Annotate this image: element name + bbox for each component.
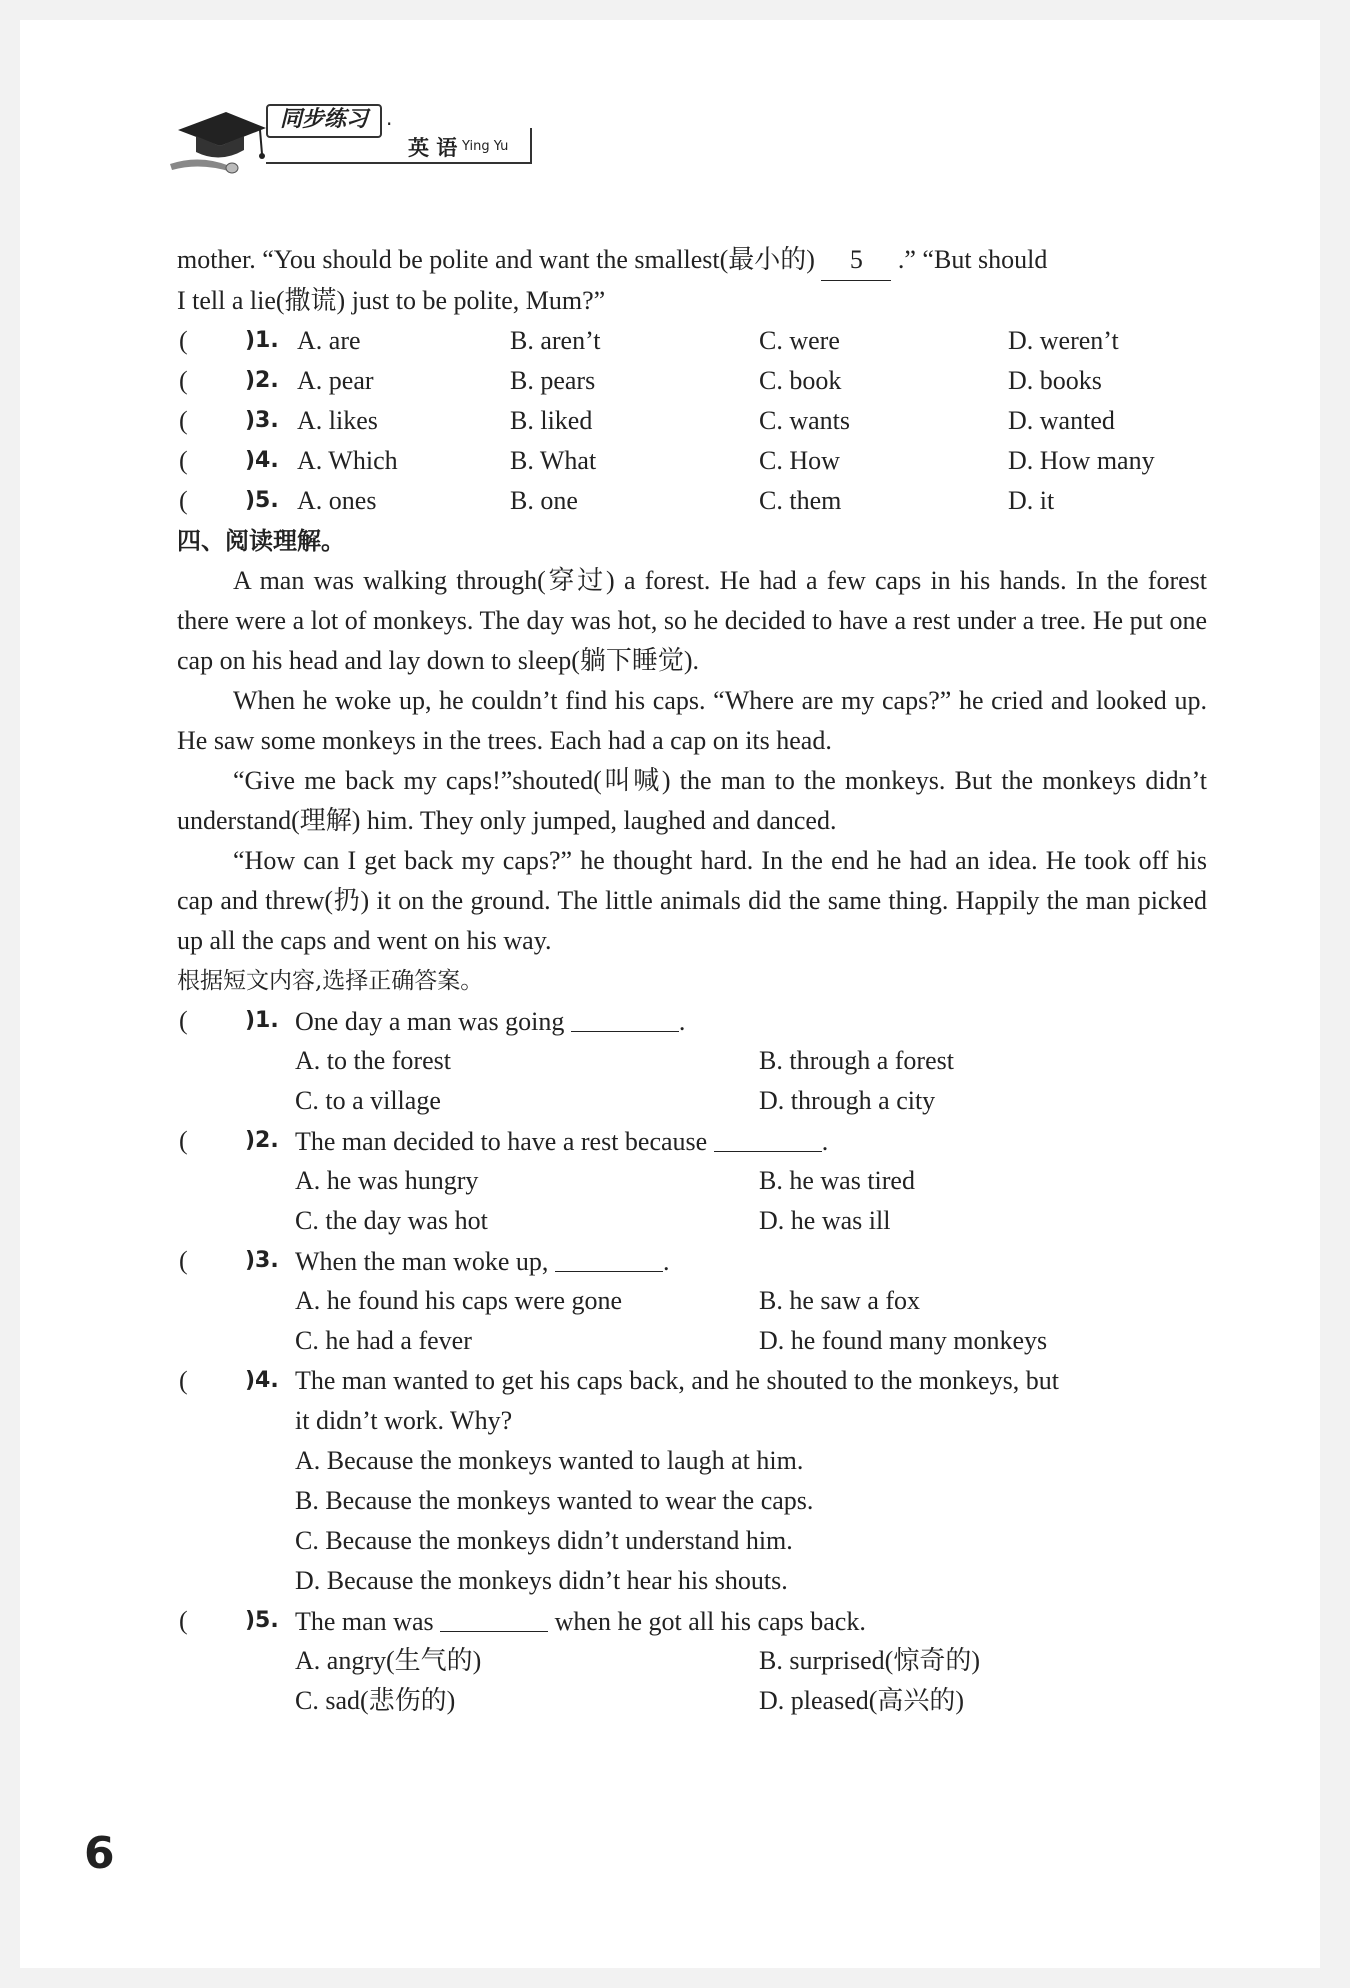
option-d: D. weren’t bbox=[1008, 326, 1119, 355]
reading-q3-options-cd bbox=[177, 1321, 1207, 1361]
graduation-cap-icon bbox=[170, 106, 270, 176]
option-a: A. ones bbox=[297, 486, 377, 515]
reading-q4-option-b bbox=[177, 1481, 1207, 1521]
option-d: D. wanted bbox=[1008, 406, 1115, 435]
stem-text: When the man woke up, bbox=[295, 1247, 549, 1276]
option-c: C. Because the monkeys didn’t understand him. bbox=[295, 1526, 793, 1555]
option-b: B. pears bbox=[510, 366, 596, 395]
reading-q2-options-ab bbox=[177, 1161, 1207, 1201]
worksheet-content bbox=[177, 240, 1207, 1721]
reading-q4-stem-continued bbox=[177, 1401, 1207, 1441]
header-dot: · bbox=[386, 112, 393, 136]
answer-paren[interactable]: ( bbox=[179, 1366, 188, 1395]
option-c: C. book bbox=[759, 366, 842, 395]
header-rule bbox=[266, 162, 406, 164]
option-b: B. he saw a fox bbox=[759, 1286, 921, 1315]
option-c: C. he had a fever bbox=[295, 1326, 472, 1355]
stem-text: The man was bbox=[295, 1607, 434, 1636]
cloze-question-4 bbox=[177, 441, 1207, 481]
option-a: A. to the forest bbox=[295, 1046, 451, 1075]
question-stem bbox=[295, 1241, 669, 1282]
answer-blank[interactable] bbox=[440, 1601, 548, 1632]
reading-q2-options-cd bbox=[177, 1201, 1207, 1241]
reading-q1-options-cd bbox=[177, 1081, 1207, 1121]
question-number: )2. bbox=[245, 1128, 279, 1153]
answer-paren[interactable]: ( bbox=[179, 326, 188, 355]
option-c: C. How bbox=[759, 446, 840, 475]
reading-question-3 bbox=[177, 1241, 1207, 1281]
option-d: D. books bbox=[1008, 366, 1102, 395]
reading-paragraph-4: “How can I get back my caps?” he thought hard. In the end he had an idea. He took off his cap and threw(扔) it on the ground. The little animals did the same thing. Happily the man picked up all the caps and went on his way. bbox=[177, 846, 1207, 955]
reading-question-2 bbox=[177, 1121, 1207, 1161]
answer-paren[interactable]: ( bbox=[179, 366, 188, 395]
reading-question-1 bbox=[177, 1001, 1207, 1041]
answer-paren[interactable]: ( bbox=[179, 446, 188, 475]
reading-q5-options-ab bbox=[177, 1641, 1207, 1681]
cloze-line1-after: .” “But should bbox=[897, 245, 1048, 274]
option-c: C. the day was hot bbox=[295, 1206, 488, 1235]
option-a: A. Because the monkeys wanted to laugh at him. bbox=[295, 1446, 804, 1475]
option-c: C. them bbox=[759, 486, 842, 515]
question-number: )1. bbox=[245, 1008, 279, 1033]
answer-paren[interactable]: ( bbox=[179, 486, 188, 515]
reading-question-4 bbox=[177, 1361, 1207, 1401]
reading-paragraph-3: “Give me back my caps!”shouted(叫喊) the man to the monkeys. But the monkeys didn’t understand(理解) him. They only jumped, laughed and danced. bbox=[177, 766, 1207, 835]
cloze-line1-before: mother. “You should be polite and want the smallest(最小的) bbox=[177, 245, 815, 274]
option-b: B. liked bbox=[510, 406, 593, 435]
answer-paren[interactable]: ( bbox=[179, 406, 188, 435]
option-a: A. Which bbox=[297, 446, 398, 475]
option-b: B. What bbox=[510, 446, 597, 475]
series-badge: 同步练习 bbox=[266, 104, 382, 138]
cloze-blank-5: 5 bbox=[821, 240, 891, 281]
question-number: )4. bbox=[245, 1368, 279, 1393]
option-a: A. he was hungry bbox=[295, 1166, 479, 1195]
stem-text: One day a man was going bbox=[295, 1007, 565, 1036]
option-b: B. aren’t bbox=[510, 326, 601, 355]
page-header bbox=[170, 98, 530, 178]
answer-blank[interactable] bbox=[555, 1241, 663, 1272]
cloze-question-1 bbox=[177, 321, 1207, 361]
question-number: )5. bbox=[245, 488, 279, 513]
question-stem: The man wanted to get his caps back, and he shouted to the monkeys, but bbox=[295, 1366, 1059, 1395]
option-d: D. pleased(高兴的) bbox=[759, 1686, 965, 1715]
option-d: D. it bbox=[1008, 486, 1055, 515]
answer-paren[interactable]: ( bbox=[179, 1006, 188, 1035]
option-b: B. one bbox=[510, 486, 578, 515]
option-b: B. he was tired bbox=[759, 1166, 915, 1195]
cloze-question-5 bbox=[177, 481, 1207, 521]
option-a: A. pear bbox=[297, 366, 374, 395]
option-b: B. Because the monkeys wanted to wear the caps. bbox=[295, 1486, 814, 1515]
option-d: D. he found many monkeys bbox=[759, 1326, 1048, 1355]
stem-text: The man decided to have a rest because bbox=[295, 1127, 708, 1156]
reading-question-5 bbox=[177, 1601, 1207, 1641]
question-stem-continued: it didn’t work. Why? bbox=[295, 1406, 513, 1435]
reading-q1-options-ab bbox=[177, 1041, 1207, 1081]
option-a: A. are bbox=[297, 326, 361, 355]
subject-label bbox=[406, 128, 532, 164]
answer-blank[interactable] bbox=[571, 1001, 679, 1032]
subject-pinyin: Ying Yu bbox=[462, 139, 509, 154]
option-a: A. he found his caps were gone bbox=[295, 1286, 623, 1315]
reading-paragraph-2: When he woke up, he couldn’t find his caps. “Where are my caps?” he cried and looked up. He saw some monkeys in the trees. Each had a cap on its head. bbox=[177, 686, 1207, 755]
question-number: )3. bbox=[245, 408, 279, 433]
cloze-text-line1 bbox=[177, 240, 1207, 281]
stem-end: . bbox=[678, 1007, 686, 1036]
reading-q3-options-ab bbox=[177, 1281, 1207, 1321]
option-a: A. angry(生气的) bbox=[295, 1646, 482, 1675]
question-stem bbox=[295, 1601, 866, 1642]
option-a: A. likes bbox=[297, 406, 378, 435]
option-b: B. through a forest bbox=[759, 1046, 954, 1075]
answer-blank[interactable] bbox=[714, 1121, 822, 1152]
answer-paren[interactable]: ( bbox=[179, 1126, 188, 1155]
cloze-question-2 bbox=[177, 361, 1207, 401]
answer-paren[interactable]: ( bbox=[179, 1246, 188, 1275]
cloze-question-3 bbox=[177, 401, 1207, 441]
stem-end: . bbox=[821, 1127, 829, 1156]
option-d: D. through a city bbox=[759, 1086, 936, 1115]
page-number: 6 bbox=[84, 1828, 115, 1879]
question-number: )5. bbox=[245, 1608, 279, 1633]
reading-q5-options-cd bbox=[177, 1681, 1207, 1721]
page bbox=[20, 20, 1320, 1968]
subject-chinese: 英 语 bbox=[408, 136, 458, 160]
question-number: )2. bbox=[245, 368, 279, 393]
reading-instruction: 根据短文内容,选择正确答案。 bbox=[177, 968, 484, 994]
option-b: B. surprised(惊奇的) bbox=[759, 1646, 980, 1675]
option-c: C. sad(悲伤的) bbox=[295, 1686, 456, 1715]
reading-q4-option-c bbox=[177, 1521, 1207, 1561]
option-c: C. were bbox=[759, 326, 840, 355]
question-stem bbox=[295, 1001, 685, 1042]
option-c: C. to a village bbox=[295, 1086, 441, 1115]
option-d: D. Because the monkeys didn’t hear his shouts. bbox=[295, 1566, 788, 1595]
reading-paragraph-1: A man was walking through(穿过) a forest. He had a few caps in his hands. In the forest there were a lot of monkeys. The day was hot, so he decided to have a rest under a tree. He put one cap on his head and lay down to sleep(躺下睡觉). bbox=[177, 566, 1207, 675]
question-stem bbox=[295, 1121, 828, 1162]
question-number: )3. bbox=[245, 1248, 279, 1273]
cloze-text-line2: I tell a lie(撒谎) just to be polite, Mum?” bbox=[177, 286, 606, 315]
question-number: )1. bbox=[245, 328, 279, 353]
stem-end: . bbox=[662, 1247, 670, 1276]
option-c: C. wants bbox=[759, 406, 850, 435]
reading-q4-option-a bbox=[177, 1441, 1207, 1481]
stem-after: when he got all his caps back. bbox=[554, 1607, 866, 1636]
option-d: D. How many bbox=[1008, 446, 1155, 475]
question-number: )4. bbox=[245, 448, 279, 473]
section-title: 四、阅读理解。 bbox=[177, 527, 345, 555]
reading-q4-option-d bbox=[177, 1561, 1207, 1601]
answer-paren[interactable]: ( bbox=[179, 1606, 188, 1635]
option-d: D. he was ill bbox=[759, 1206, 891, 1235]
